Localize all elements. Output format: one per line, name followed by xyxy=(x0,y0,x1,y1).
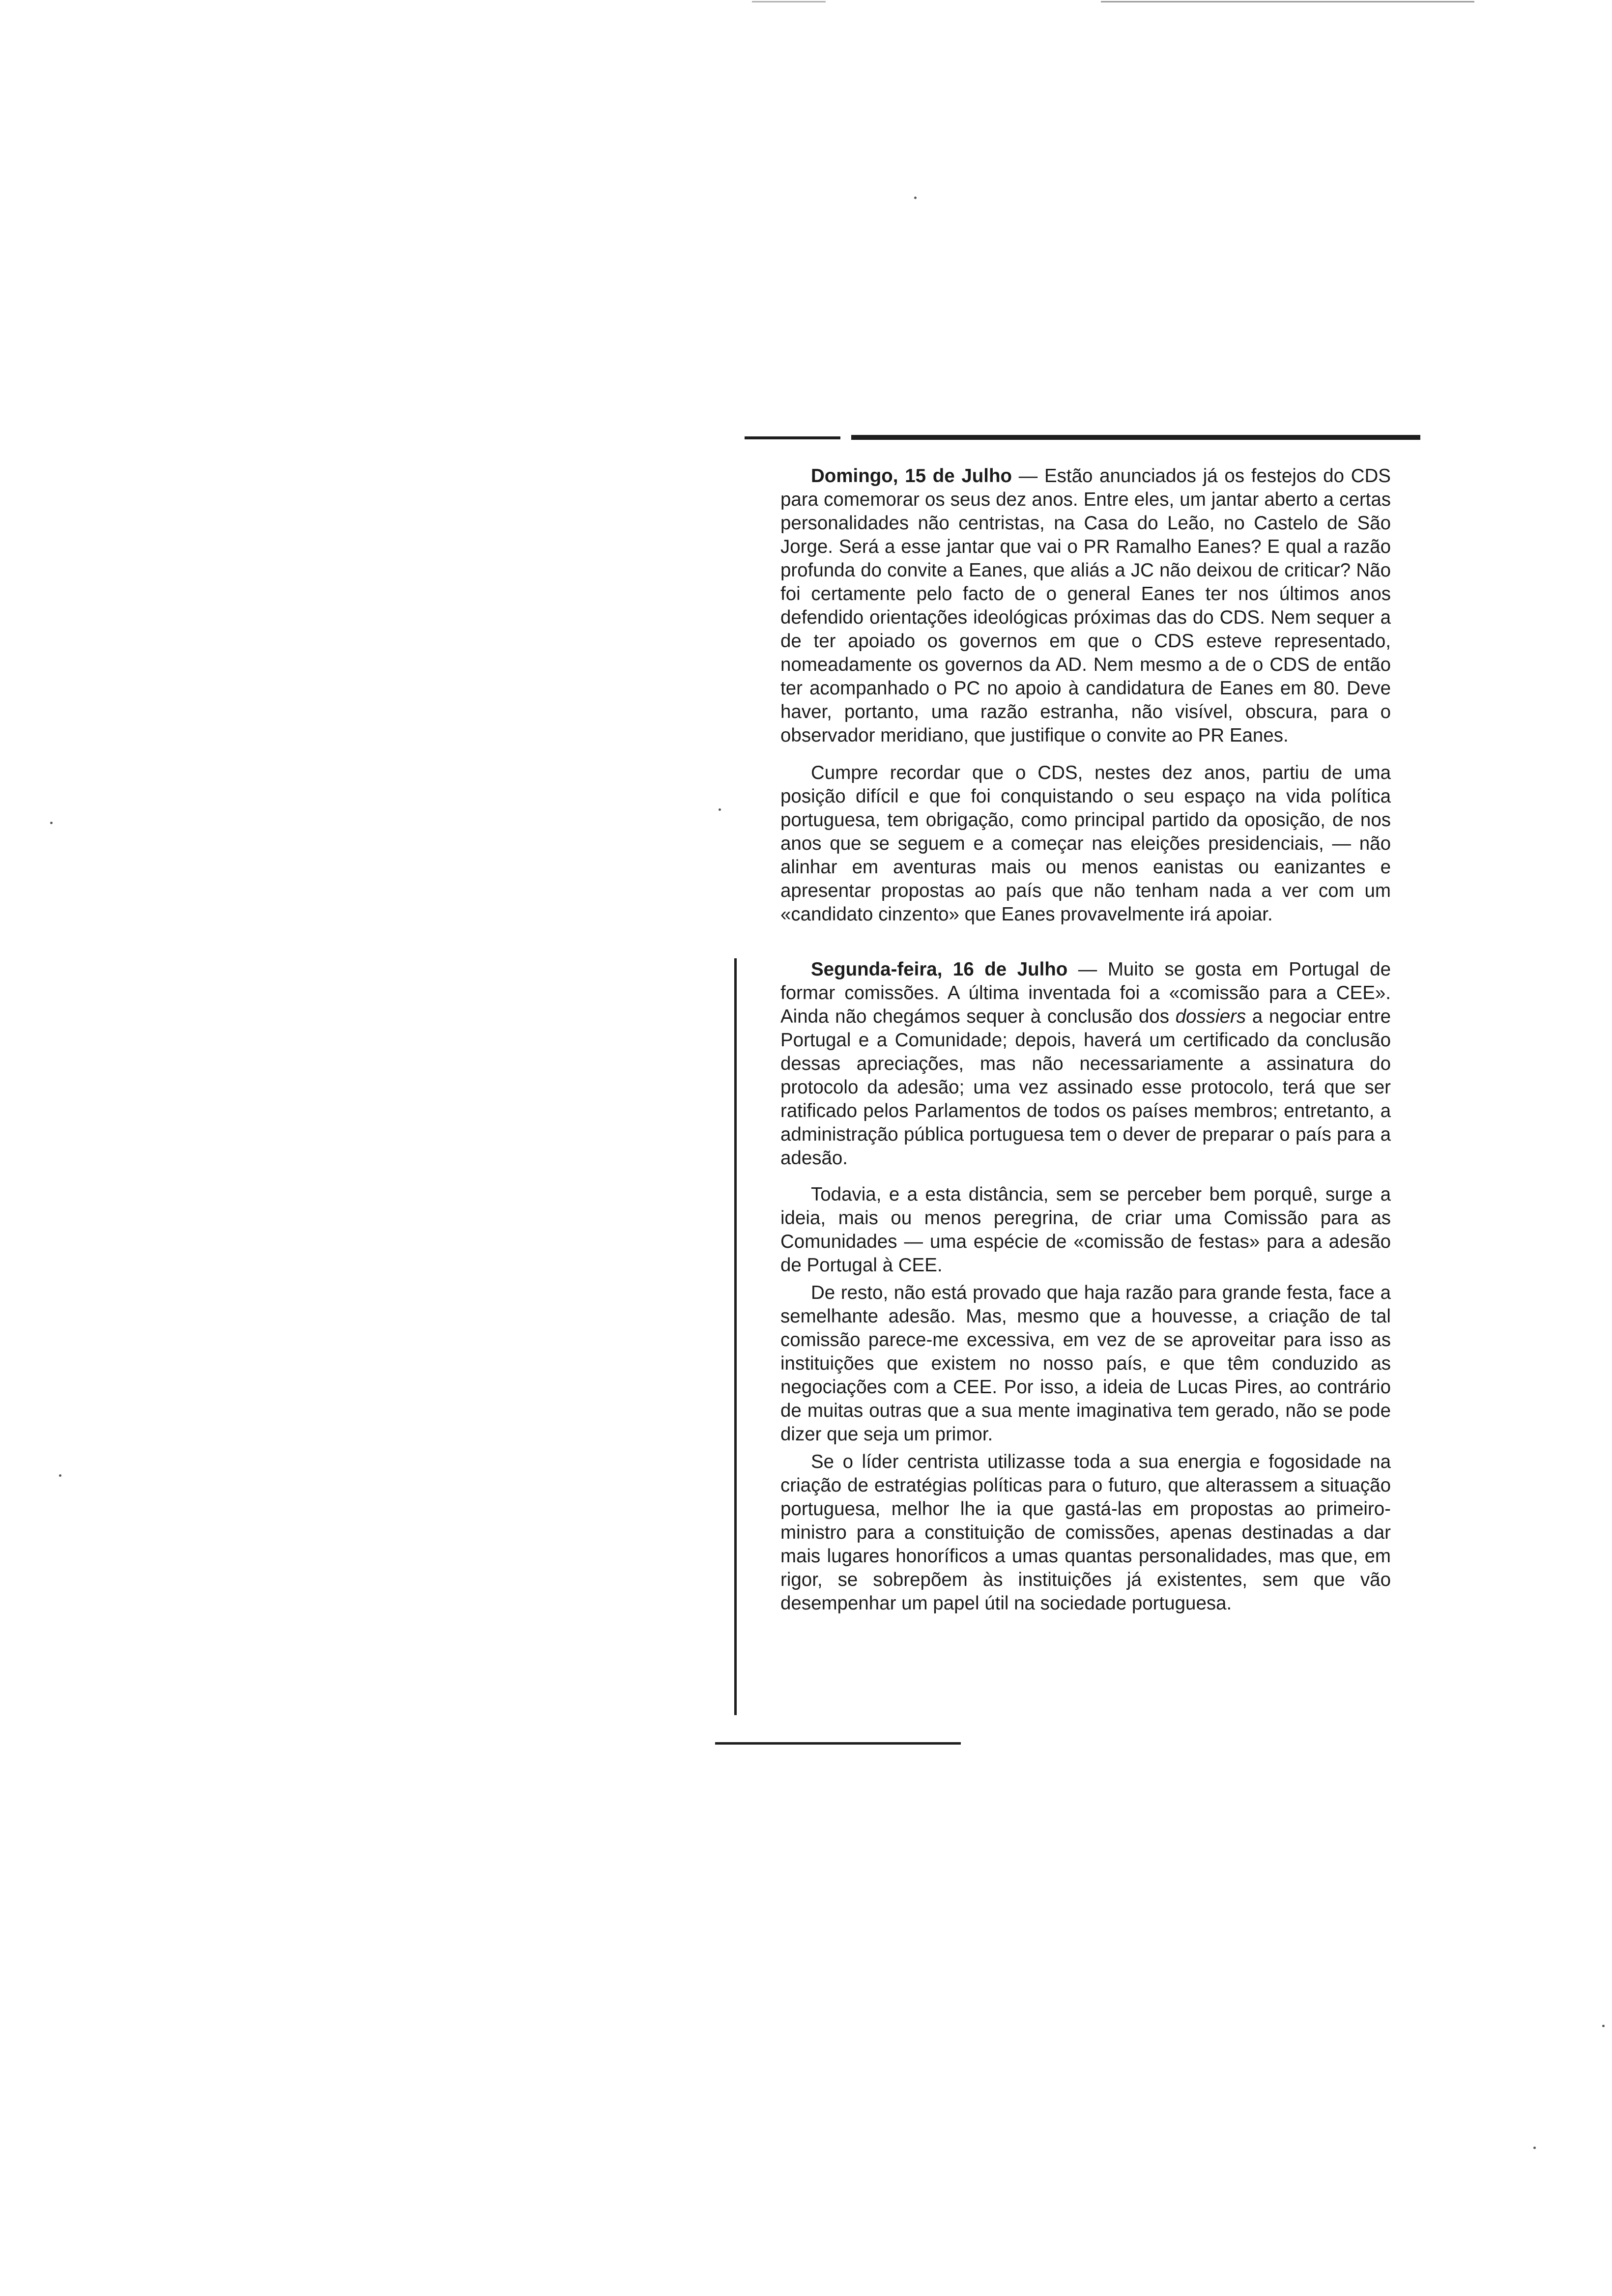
entry-sunday-paragraph-2: Cumpre recordar que o CDS, nestes dez anos, partiu de uma posição difícil e que foi conquistando o seu espaço na vida política portuguesa, tem obrigação, como principal partido da oposição, de nos anos que se seguem e a começar nas eleições presidenciais, — não alinhar em aventuras mais ou menos eanistas ou eanizantes e apresentar propostas ao país que não tenham nada a ver com um «candidato cinzento» que Eanes provavelmente irá apoiar. xyxy=(780,762,1391,925)
header-rule-short xyxy=(745,436,840,439)
entry-monday-paragraph-1: Segunda-feira, 16 de Julho — Muito se gosta em Portugal de formar comissões. A última inventada foi a «comissão para a CEE». Ainda não chegámos sequer à conclusão dos dossiers a negociar entre Portugal e a Comunidade; depois, haverá um certificado da conclusão dessas apreciações, mas não necessariamente a assinatura do protocolo da adesão; uma vez assinado esse protocolo, terá que ser ratificado pelos Parlamentos de todos os países membros; entretanto, a administração pública portuguesa tem o dever de preparar o país para a adesão. xyxy=(780,959,1391,1169)
entry-text: Estão anunciados já os festejos do CDS para comemorar os seus dez anos. Entre eles, um jantar aberto a certas personalidades não centristas, na Casa do Leão, no Castelo de São Jorge. Será a esse jantar que vai o PR Ramalho Eanes? E qual a razão profunda do convite a Eanes, que aliás a JC não deixou de criticar? Não foi certamente pelo facto de o general Eanes ter nos últimos anos defendido orientações ideológicas próximas das do CDS. Nem sequer a de ter apoiado os governos em que o CDS esteve representado, nomeadamente os governos da AD. Nem mesmo a de o CDS de então ter acompanhado o PC no apoio à candidatura de Eanes em 80. Deve haver, portanto, uma razão estranha, não visível, obscura, para o observador meridiano, que justifique o convite ao PR Eanes. xyxy=(780,465,1391,746)
scan-speck xyxy=(59,1474,61,1477)
entry-monday-paragraph-2: Todavia, e a esta distância, sem se perceber bem porquê, surge a ideia, mais ou menos peregrina, de criar uma Comissão para as Comunidades — uma espécie de «comissão de festas» para a adesão de Portugal à CEE. xyxy=(780,1184,1391,1276)
article-column xyxy=(780,464,1391,1615)
entry-monday-paragraph-3: De resto, não está provado que haja razão para grande festa, face a semelhante adesão. Mas, mesmo que a houvesse, a criação de tal comissão parece-me excessiva, em vez de se aproveitar para isso as instituições que existem no nosso país, e que têm conduzido as negociações com a CEE. Por isso, a ideia de Lucas Pires, ao contrário de muitas outras que a sua mente imaginativa tem gerado, não se pode dizer que seja um primor. xyxy=(780,1282,1391,1445)
entry-text-italic: dossiers xyxy=(1175,1006,1246,1027)
scan-speck xyxy=(50,822,53,824)
footer-rule xyxy=(715,1742,961,1745)
entry-monday-paragraph-4: Se o líder centrista utilizasse toda a sua energia e fogosidade na criação de estratégias políticas para o futuro, que alterassem a situação portuguesa, melhor lhe ia que gastá-las em propostas ao primeiro-ministro para a constituição de comissões, apenas destinadas a dar mais lugares honoríficos a umas quantas personalidades, mas que, em rigor, se sobrepõem às instituições já existentes, sem que vão desempenhar um papel útil na sociedade portuguesa. xyxy=(780,1451,1391,1614)
header-rule-long xyxy=(851,435,1420,440)
scan-speck xyxy=(1602,2025,1605,2027)
entry-sunday-paragraph-1: Domingo, 15 de Julho — Estão anunciados já os festejos do CDS para comemorar os seus dez anos. Entre eles, um jantar aberto a certas personalidades não centristas, na Casa do Leão, no Castelo de São Jorge. Será a esse jantar que vai o PR Ramalho Eanes? E qual a razão profunda do convite a Eanes, que aliás a JC não deixou de criticar? Não foi certamente pelo facto de o general Eanes ter nos últimos anos defendido orientações ideológicas próximas das do CDS. Nem sequer a de ter apoiado os governos em que o CDS esteve representado, nomeadamente os governos da AD. Nem mesmo a de o CDS de então ter acompanhado o PC no apoio à candidatura de Eanes em 80. Deve haver, portanto, uma razão estranha, não visível, obscura, para o observador meridiano, que justifique o convite ao PR Eanes. xyxy=(780,465,1391,746)
entry-text: a negociar entre Portugal e a Comunidade; depois, haverá um certificado da conclusão dessas apreciações, mas não necessariamente a assinatura do protocolo da adesão; uma vez assinado esse protocolo, terá que ser ratificado pelos Parlamentos de todos os países membros; entretanto, a administração pública portuguesa tem o dever de preparar o país para a adesão. xyxy=(780,1006,1391,1169)
scan-speck xyxy=(719,808,721,811)
entry-date-monday: Segunda-feira, 16 de Julho xyxy=(811,959,1068,980)
scan-speck xyxy=(1533,2147,1536,2149)
entry-text: Muito se gosta em Portugal de formar comissões. A última inventada foi a «comissão para a CEE». Ainda não chegámos sequer à conclusão dos xyxy=(780,959,1391,1027)
scan-speck xyxy=(914,197,917,199)
column-side-rule xyxy=(734,958,737,1715)
top-scan-rule-left xyxy=(752,1,826,2)
top-scan-rule-right xyxy=(1101,1,1474,2)
entry-date-sunday: Domingo, 15 de Julho xyxy=(811,465,1012,487)
